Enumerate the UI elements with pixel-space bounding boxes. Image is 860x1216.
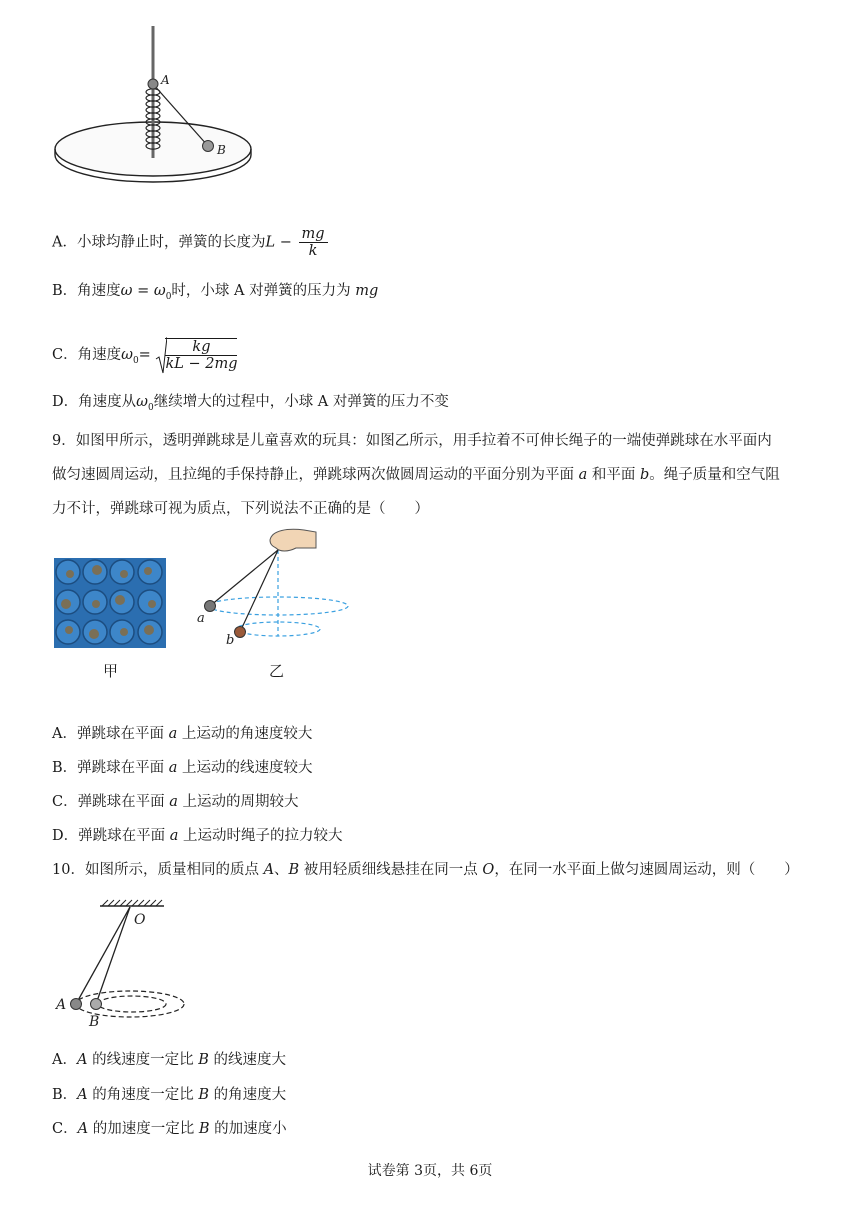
sqrt-expression: $\frac{kg}{kL - 2mg}$ [155, 335, 239, 375]
label-b: B [217, 143, 226, 157]
q9-option-c: C．弹跳球在平面 a 上运动的周期较大 [52, 794, 299, 810]
q10-option-c: C．A 的加速度一定比 B 的加速度小 [52, 1121, 287, 1137]
q9-option-b: B．弹跳球在平面 a 上运动的线速度较大 [52, 760, 313, 776]
q9-stem-line-1: 9．如图甲所示，透明弹跳球是儿童喜欢的玩具：如图乙所示，用手拉着不可伸长绳子的一端使弹跳球在水平面内 [52, 433, 772, 449]
page-footer: 试卷第 3页，共 6页 [367, 1163, 493, 1179]
q9-stem-line-3: 力不计，弹跳球可视为质点，下列说法不正确的是（ ） [52, 501, 429, 517]
label-o: O [134, 912, 146, 928]
caption-jia: 甲 [103, 662, 119, 680]
label-b: b [226, 633, 235, 648]
fraction: $\frac{mg}{k}$ [299, 226, 328, 259]
label-a: A [161, 73, 170, 87]
bouncy-balls-photo [54, 558, 166, 648]
q10-stem: 10．如图所示，质量相同的质点 A、B 被用轻质细线悬挂在同一点 O，在同一水平面上做匀速圆周运动，则（ ） [52, 862, 799, 878]
label-a: a [197, 611, 205, 626]
q9-option-d: D．弹跳球在平面 a 上运动时绳子的拉力较大 [52, 828, 343, 844]
q8-option-d: D．角速度从$\omega_0$继续增大的过程中，小球 A 对弹簧的压力不变 [52, 394, 449, 413]
q10-option-b: B．A 的角速度一定比 B 的角速度大 [52, 1087, 287, 1103]
hand-string-figure [192, 526, 362, 656]
label-a: A [56, 997, 67, 1013]
q8-option-a: A．小球均静止时，弹簧的长度为L − $\frac{mg}{k}$ [52, 226, 330, 259]
q9-option-a: A．弹跳球在平面 a 上运动的角速度较大 [52, 726, 313, 742]
spring-turntable-figure [50, 22, 270, 192]
q8-option-b: B．角速度$\omega = \omega_0$时，小球 A 对弹簧的压力为 mg [52, 283, 379, 302]
conical-pendulum-figure [52, 896, 202, 1036]
q9-stem-line-2: 做匀速圆周运动，且拉绳的手保持静止，弹跳球两次做圆周运动的平面分别为平面 a 和平面 b。绳子质量和空气阻 [52, 467, 780, 483]
q10-option-a: A．A 的线速度一定比 B 的线速度大 [52, 1052, 286, 1068]
label-b: B [89, 1014, 100, 1030]
caption-yi: 乙 [269, 662, 285, 680]
q8-option-c: C．角速度$\omega_0=$ $\frac{kg}{kL - 2mg}$ [52, 335, 239, 375]
